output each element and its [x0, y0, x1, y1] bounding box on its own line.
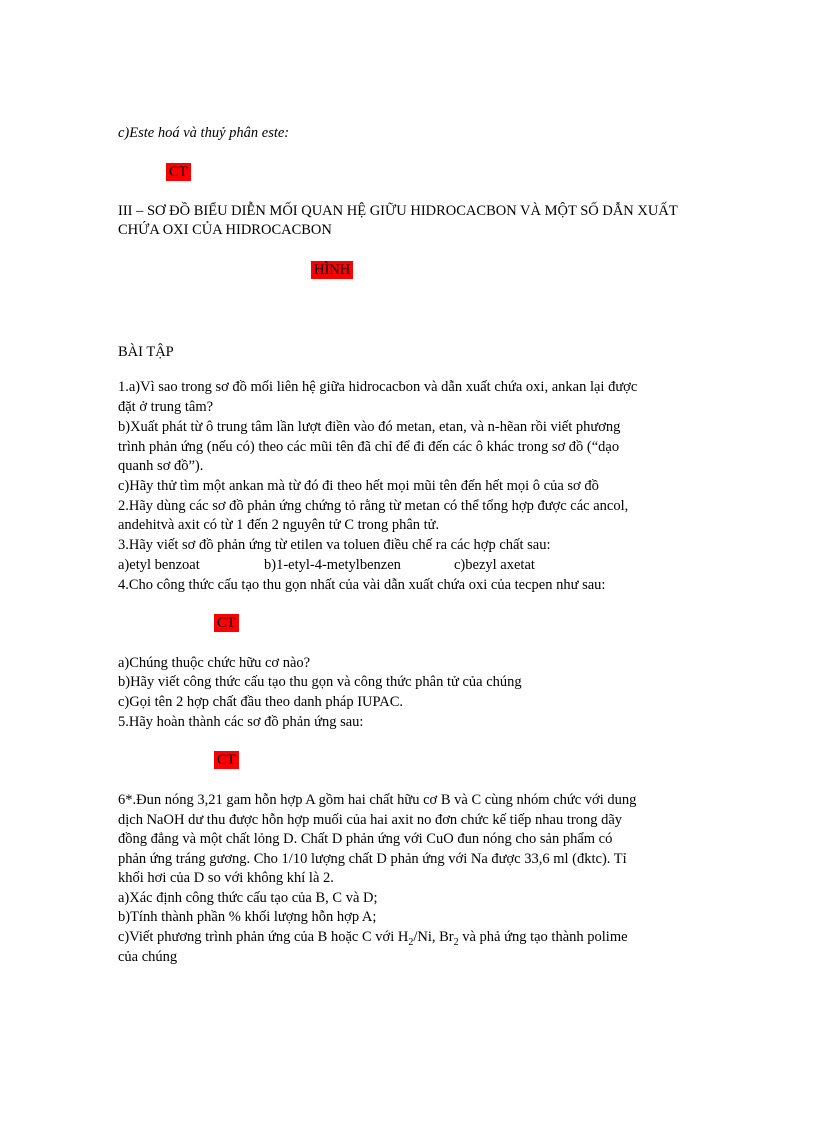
exercises-heading: BÀI TẬP — [118, 344, 174, 360]
q3-option-a: a)etyl benzoat — [118, 557, 200, 573]
section-c-title: c)Este hoá và thuỷ phân este: — [118, 125, 290, 141]
placeholder-hinh: HÌNH — [311, 261, 353, 279]
q4b-line: b)Hãy viết công thức cấu tạo thu gọn và công thức phân tử của chúng — [118, 674, 522, 690]
section-iii-heading: III – SƠ ĐỒ BIỂU DIỄN MỐI QUAN HỆ GIỮU HIDROCACBON VÀ MỘT SỐ DẪN XUẤT CHỨA OXI CỦA HIDROCACBON — [118, 203, 678, 238]
q6-line-3: đồng đẳng và một chất lỏng D. Chất D phản ứng với CuO đun nóng cho sản phẩm có — [118, 831, 613, 847]
q3-line: 3.Hãy viết sơ đồ phản ứng từ etilen va toluen điều chế ra các hợp chất sau: — [118, 537, 551, 553]
q6a-line: a)Xác định công thức cấu tạo của B, C và D; — [118, 890, 378, 906]
h2-subscript: 2 — [408, 936, 414, 948]
placeholder-ct-2: CT — [214, 614, 239, 632]
q2-line-1: 2.Hãy dùng các sơ đồ phản ứng chứng tỏ rằng từ metan có thể tổng hợp được các ancol, — [118, 498, 629, 514]
q1b-line-2: trình phản ứng (nếu có) theo các mũi tên đã chỉ để đi đến các ô khác trong sơ đồ (“dạo — [118, 439, 620, 455]
q3-options — [118, 556, 535, 574]
q1c-line: c)Hãy thử tìm một ankan mà từ đó đi theo hết mọi mũi tên đến hết mọi ô của sơ đồ — [118, 478, 599, 494]
q4-line: 4.Cho công thức cấu tạo thu gọn nhất của vài dẫn xuất chứa oxi của tecpen như sau: — [118, 577, 606, 593]
q6c-text-pre: c)Viết phương trình phản ứng của B hoặc C với H — [118, 929, 409, 945]
q3-option-c: c)bezyl axetat — [454, 557, 535, 573]
q3-option-b: b)1-etyl-4-metylbenzen — [264, 557, 401, 573]
q1a-line-1: 1.a)Vì sao trong sơ đồ mối liên hệ giữa hidrocacbon và dẫn xuất chứa oxi, ankan lại được — [118, 379, 638, 395]
q4c-line: c)Gọi tên 2 hợp chất đầu theo danh pháp IUPAC. — [118, 694, 403, 710]
q6-line-4: phản ứng tráng gương. Cho 1/10 lượng chất D phản ứng với Na được 33,6 ml (đktc). Tỉ — [118, 851, 627, 867]
placeholder-ct-3: CT — [214, 751, 239, 769]
q6c-line-1 — [118, 928, 628, 946]
q1b-line-3: quanh sơ đồ”). — [118, 458, 204, 474]
q6-line-5: khối hơi của D so với không khí là 2. — [118, 870, 334, 886]
q6c-line-2: của chúng — [118, 949, 178, 965]
q6-line-1: 6*.Đun nóng 3,21 gam hỗn hợp A gồm hai chất hữu cơ B và C cùng nhóm chức với dung — [118, 792, 637, 808]
placeholder-ct-1: CT — [166, 163, 191, 181]
q1a-line-2: đặt ở trung tâm? — [118, 399, 214, 415]
q6c-text-mid: /Ni, Br — [413, 929, 454, 945]
q5-line: 5.Hãy hoàn thành các sơ đồ phản ứng sau: — [118, 714, 364, 730]
q1b-line-1: b)Xuất phát từ ô trung tâm lần lượt điền vào đó metan, etan, và n-hẽan rồi viết phương — [118, 419, 621, 435]
br2-subscript: 2 — [453, 936, 459, 948]
q4a-line: a)Chúng thuộc chức hữu cơ nào? — [118, 655, 311, 671]
q6b-line: b)Tính thành phần % khối lượng hỗn hợp A; — [118, 909, 377, 925]
q6c-text-post: và phả ứng tạo thành polime — [458, 929, 628, 945]
q6-line-2: dịch NaOH dư thu được hỗn hợp muối của hai axit no đơn chức kế tiếp nhau trong dãy — [118, 812, 623, 828]
q2-line-2: andehitvà axit có từ 1 đến 2 nguyên tử C trong phân tử. — [118, 517, 440, 533]
